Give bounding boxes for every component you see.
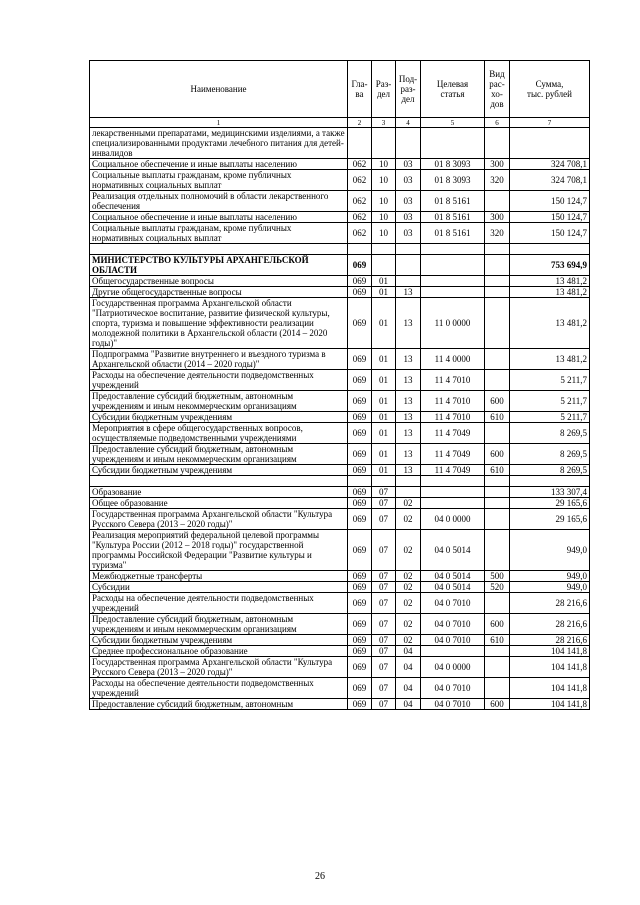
cell-target: 11 0 0000: [421, 298, 485, 349]
cell-subsection: 02: [396, 582, 421, 593]
header-section: Раз- дел: [372, 61, 396, 118]
cell-subsection: 04: [396, 699, 421, 710]
cell-amount: 13 481,2: [510, 298, 590, 349]
cell-chapter: 069: [348, 298, 372, 349]
column-number: 5: [421, 118, 485, 128]
cell-amount: 29 165,6: [510, 498, 590, 509]
column-number: 4: [396, 118, 421, 128]
cell-expense: [485, 244, 510, 255]
cell-expense: [485, 476, 510, 487]
table-row: [90, 699, 590, 710]
cell-amount: 28 216,6: [510, 593, 590, 614]
column-number: 6: [485, 118, 510, 128]
cell-subsection: [396, 255, 421, 276]
cell-target: [421, 476, 485, 487]
cell-chapter: 069: [348, 391, 372, 412]
cell-expense: 600: [485, 444, 510, 465]
column-number: 2: [348, 118, 372, 128]
cell-name: Расходы на обеспечение деятельности подведомственных учреждений: [90, 593, 348, 614]
cell-name: Социальное обеспечение и иные выплаты населению: [90, 159, 348, 170]
cell-section: 01: [372, 349, 396, 370]
cell-subsection: 13: [396, 349, 421, 370]
cell-expense: [485, 276, 510, 287]
cell-chapter: 069: [348, 465, 372, 476]
cell-section: 01: [372, 465, 396, 476]
cell-expense: 300: [485, 212, 510, 223]
cell-amount: 104 141,8: [510, 646, 590, 657]
cell-name: лекарственными препаратами, медицинскими изделиями, а также специализированными продуктами лечебного питания для детей-инвалидов: [90, 128, 348, 159]
cell-amount: 8 269,5: [510, 423, 590, 444]
cell-amount: 324 708,1: [510, 159, 590, 170]
header-row: [90, 61, 590, 118]
cell-chapter: 062: [348, 170, 372, 191]
cell-target: 04 0 7010: [421, 635, 485, 646]
cell-target: [421, 487, 485, 498]
cell-section: [372, 255, 396, 276]
cell-chapter: 069: [348, 614, 372, 635]
cell-section: 10: [372, 159, 396, 170]
cell-name: Государственная программа Архангельской области "Патриотическое воспитание, развитие физической культуры, спорта, туризма и повышение эффективности реализации молодежной политики в Архангельской области (2014 – 2020 годы)": [90, 298, 348, 349]
page-number: 26: [315, 871, 325, 882]
cell-subsection: 03: [396, 223, 421, 244]
cell-target: [421, 276, 485, 287]
cell-amount: 13 481,2: [510, 349, 590, 370]
table-row: [90, 298, 590, 349]
cell-section: 01: [372, 287, 396, 298]
cell-section: 01: [372, 423, 396, 444]
cell-expense: [485, 349, 510, 370]
column-number: 3: [372, 118, 396, 128]
table-row: [90, 571, 590, 582]
cell-subsection: 04: [396, 646, 421, 657]
cell-subsection: 03: [396, 159, 421, 170]
cell-target: 04 0 5014: [421, 530, 485, 571]
cell-chapter: 069: [348, 646, 372, 657]
cell-target: 04 0 7010: [421, 699, 485, 710]
cell-subsection: 13: [396, 444, 421, 465]
cell-expense: 600: [485, 614, 510, 635]
cell-subsection: [396, 244, 421, 255]
cell-expense: 520: [485, 582, 510, 593]
table-row: [90, 212, 590, 223]
cell-target: 11 4 7010: [421, 391, 485, 412]
cell-expense: 600: [485, 699, 510, 710]
table-row: [90, 370, 590, 391]
cell-chapter: 069: [348, 444, 372, 465]
budget-table: [89, 60, 590, 710]
cell-chapter: [348, 128, 372, 159]
cell-chapter: 069: [348, 582, 372, 593]
cell-expense: [485, 678, 510, 699]
column-number-row: [90, 118, 590, 128]
cell-name: Реализация отдельных полномочий в области лекарственного обеспечения: [90, 191, 348, 212]
cell-subsection: 13: [396, 391, 421, 412]
table-row: [90, 128, 590, 159]
cell-amount: [510, 244, 590, 255]
cell-chapter: 062: [348, 159, 372, 170]
cell-amount: 104 141,8: [510, 699, 590, 710]
cell-target: [421, 244, 485, 255]
table-row: [90, 465, 590, 476]
cell-chapter: 069: [348, 657, 372, 678]
cell-subsection: 13: [396, 370, 421, 391]
cell-section: 10: [372, 223, 396, 244]
cell-chapter: 062: [348, 212, 372, 223]
cell-amount: 104 141,8: [510, 678, 590, 699]
cell-name: Субсидии бюджетным учреждениям: [90, 412, 348, 423]
budget-table-sheet: [89, 60, 589, 710]
cell-section: 07: [372, 582, 396, 593]
table-row: [90, 678, 590, 699]
cell-chapter: 069: [348, 349, 372, 370]
cell-name: Социальное обеспечение и иные выплаты населению: [90, 212, 348, 223]
cell-expense: 610: [485, 465, 510, 476]
cell-chapter: 069: [348, 635, 372, 646]
cell-expense: [485, 423, 510, 444]
cell-amount: 949,0: [510, 530, 590, 571]
cell-amount: 5 211,7: [510, 412, 590, 423]
cell-section: 01: [372, 370, 396, 391]
cell-section: 07: [372, 530, 396, 571]
cell-subsection: 02: [396, 498, 421, 509]
header-chapter: Гла- ва: [348, 61, 372, 118]
cell-subsection: 13: [396, 423, 421, 444]
cell-expense: [485, 593, 510, 614]
cell-section: 07: [372, 657, 396, 678]
cell-chapter: 069: [348, 593, 372, 614]
table-row: [90, 657, 590, 678]
cell-subsection: [396, 128, 421, 159]
cell-name: Расходы на обеспечение деятельности подведомственных учреждений: [90, 678, 348, 699]
table-row: [90, 287, 590, 298]
cell-target: [421, 128, 485, 159]
table-row: [90, 646, 590, 657]
cell-section: [372, 128, 396, 159]
cell-section: 10: [372, 170, 396, 191]
cell-subsection: 03: [396, 191, 421, 212]
cell-chapter: 069: [348, 276, 372, 287]
cell-expense: 600: [485, 391, 510, 412]
header-name: Наименование: [90, 61, 348, 118]
cell-section: 01: [372, 444, 396, 465]
cell-target: [421, 498, 485, 509]
cell-amount: 28 216,6: [510, 614, 590, 635]
cell-amount: 13 481,2: [510, 276, 590, 287]
cell-target: 11 4 7049: [421, 465, 485, 476]
cell-chapter: 069: [348, 498, 372, 509]
cell-amount: 8 269,5: [510, 444, 590, 465]
table-row: [90, 255, 590, 276]
cell-amount: 8 269,5: [510, 465, 590, 476]
cell-section: 01: [372, 298, 396, 349]
cell-target: [421, 646, 485, 657]
column-number: 7: [510, 118, 590, 128]
cell-name: Государственная программа Архангельской области "Культура Русского Севера (2013 – 2020 годы)": [90, 509, 348, 530]
cell-section: 07: [372, 646, 396, 657]
cell-expense: [485, 298, 510, 349]
table-row: [90, 530, 590, 571]
cell-name: Социальные выплаты гражданам, кроме публичных нормативных социальных выплат: [90, 170, 348, 191]
cell-name: [90, 476, 348, 487]
cell-section: 07: [372, 593, 396, 614]
cell-chapter: 069: [348, 678, 372, 699]
cell-subsection: [396, 487, 421, 498]
cell-name: Среднее профессиональное образование: [90, 646, 348, 657]
cell-chapter: [348, 476, 372, 487]
cell-name: Предоставление субсидий бюджетным, автономным: [90, 699, 348, 710]
cell-target: 01 8 5161: [421, 223, 485, 244]
cell-section: 07: [372, 498, 396, 509]
cell-section: 07: [372, 635, 396, 646]
header-expense: Вид рас- хо- дов: [485, 61, 510, 118]
cell-name: Социальные выплаты гражданам, кроме публичных нормативных социальных выплат: [90, 223, 348, 244]
table-row: [90, 276, 590, 287]
cell-section: 07: [372, 699, 396, 710]
cell-name: Межбюджетные трансферты: [90, 571, 348, 582]
cell-section: 07: [372, 614, 396, 635]
cell-amount: [510, 128, 590, 159]
header-amount: Сумма, тыс. рублей: [510, 61, 590, 118]
cell-section: 10: [372, 191, 396, 212]
cell-name: Расходы на обеспечение деятельности подведомственных учреждений: [90, 370, 348, 391]
table-row: [90, 391, 590, 412]
cell-name: Субсидии бюджетным учреждениям: [90, 465, 348, 476]
cell-chapter: 062: [348, 223, 372, 244]
cell-subsection: 13: [396, 465, 421, 476]
cell-target: 01 8 5161: [421, 191, 485, 212]
cell-section: 07: [372, 509, 396, 530]
cell-chapter: 069: [348, 370, 372, 391]
table-row: [90, 498, 590, 509]
cell-target: 04 0 0000: [421, 509, 485, 530]
cell-name: МИНИСТЕРСТВО КУЛЬТУРЫ АРХАНГЕЛЬСКОЙ ОБЛАСТИ: [90, 255, 348, 276]
cell-amount: 28 216,6: [510, 635, 590, 646]
cell-expense: 610: [485, 412, 510, 423]
cell-amount: 949,0: [510, 571, 590, 582]
table-row: [90, 159, 590, 170]
cell-amount: 150 124,7: [510, 223, 590, 244]
cell-expense: [485, 191, 510, 212]
cell-subsection: 02: [396, 509, 421, 530]
cell-chapter: 069: [348, 423, 372, 444]
cell-section: 07: [372, 678, 396, 699]
cell-name: Другие общегосударственные вопросы: [90, 287, 348, 298]
cell-target: 04 0 7010: [421, 678, 485, 699]
cell-subsection: 13: [396, 287, 421, 298]
cell-expense: [485, 498, 510, 509]
table-row: [90, 444, 590, 465]
cell-chapter: 069: [348, 487, 372, 498]
cell-target: 11 4 0000: [421, 349, 485, 370]
cell-chapter: 069: [348, 699, 372, 710]
cell-name: Общегосударственные вопросы: [90, 276, 348, 287]
cell-section: 07: [372, 487, 396, 498]
cell-name: Государственная программа Архангельской области "Культура Русского Севера (2013 – 2020 годы)": [90, 657, 348, 678]
cell-amount: 324 708,1: [510, 170, 590, 191]
cell-amount: 104 141,8: [510, 657, 590, 678]
cell-expense: [485, 370, 510, 391]
cell-section: 01: [372, 276, 396, 287]
cell-amount: 5 211,7: [510, 391, 590, 412]
cell-subsection: 02: [396, 593, 421, 614]
cell-chapter: 069: [348, 255, 372, 276]
cell-subsection: [396, 476, 421, 487]
column-number: 1: [90, 118, 348, 128]
cell-subsection: 04: [396, 678, 421, 699]
cell-section: [372, 476, 396, 487]
cell-subsection: 13: [396, 412, 421, 423]
table-row: [90, 635, 590, 646]
cell-subsection: 03: [396, 170, 421, 191]
cell-amount: 133 307,4: [510, 487, 590, 498]
cell-subsection: 13: [396, 298, 421, 349]
header-target: Целевая статья: [421, 61, 485, 118]
cell-target: 11 4 7010: [421, 412, 485, 423]
cell-name: Предоставление субсидий бюджетным, автономным учреждениям и иным некоммерческим организациям: [90, 391, 348, 412]
cell-chapter: 069: [348, 530, 372, 571]
cell-target: 04 0 7010: [421, 614, 485, 635]
cell-expense: 320: [485, 223, 510, 244]
cell-target: [421, 287, 485, 298]
cell-target: 04 0 0000: [421, 657, 485, 678]
table-row: [90, 423, 590, 444]
cell-subsection: 02: [396, 530, 421, 571]
cell-target: 11 4 7010: [421, 370, 485, 391]
table-row: [90, 412, 590, 423]
table-row: [90, 509, 590, 530]
cell-subsection: 02: [396, 571, 421, 582]
cell-name: Подпрограмма "Развитие внутреннего и въездного туризма в Архангельской области (2014 – 2020 годы)": [90, 349, 348, 370]
cell-target: 04 0 5014: [421, 582, 485, 593]
cell-chapter: 069: [348, 287, 372, 298]
cell-section: 07: [372, 571, 396, 582]
table-row: [90, 593, 590, 614]
table-row: [90, 476, 590, 487]
cell-target: 01 8 3093: [421, 170, 485, 191]
cell-amount: 13 481,2: [510, 287, 590, 298]
cell-expense: [485, 657, 510, 678]
table-row: [90, 487, 590, 498]
cell-name: Субсидии бюджетным учреждениям: [90, 635, 348, 646]
cell-expense: [485, 255, 510, 276]
cell-subsection: 02: [396, 635, 421, 646]
table-row: [90, 170, 590, 191]
table-row: [90, 244, 590, 255]
table-row: [90, 614, 590, 635]
cell-section: 01: [372, 412, 396, 423]
cell-amount: 150 124,7: [510, 191, 590, 212]
cell-target: 04 0 7010: [421, 593, 485, 614]
table-row: [90, 349, 590, 370]
cell-name: Субсидии: [90, 582, 348, 593]
cell-name: Образование: [90, 487, 348, 498]
cell-section: 10: [372, 212, 396, 223]
cell-amount: 753 694,9: [510, 255, 590, 276]
table-row: [90, 223, 590, 244]
cell-name: Предоставление субсидий бюджетным, автономным учреждениям и иным некоммерческим организациям: [90, 444, 348, 465]
table-row: [90, 191, 590, 212]
cell-amount: 150 124,7: [510, 212, 590, 223]
cell-expense: 300: [485, 159, 510, 170]
cell-chapter: 069: [348, 509, 372, 530]
cell-target: 11 4 7049: [421, 444, 485, 465]
cell-amount: 949,0: [510, 582, 590, 593]
table-body: [90, 128, 590, 710]
cell-chapter: [348, 244, 372, 255]
cell-target: 11 4 7049: [421, 423, 485, 444]
cell-chapter: 062: [348, 191, 372, 212]
cell-chapter: 069: [348, 571, 372, 582]
header-subsection: Под- раз- дел: [396, 61, 421, 118]
cell-expense: [485, 287, 510, 298]
cell-subsection: [396, 276, 421, 287]
cell-name: Общее образование: [90, 498, 348, 509]
cell-subsection: 04: [396, 657, 421, 678]
cell-expense: 500: [485, 571, 510, 582]
cell-name: Мероприятия в сфере общегосударственных вопросов, осуществляемые подведомственными учреждениями: [90, 423, 348, 444]
cell-target: 04 0 5014: [421, 571, 485, 582]
cell-section: [372, 244, 396, 255]
cell-target: 01 8 5161: [421, 212, 485, 223]
table-row: [90, 582, 590, 593]
cell-amount: 29 165,6: [510, 509, 590, 530]
cell-expense: [485, 509, 510, 530]
cell-expense: [485, 530, 510, 571]
cell-amount: [510, 476, 590, 487]
cell-expense: [485, 487, 510, 498]
cell-expense: 610: [485, 635, 510, 646]
cell-expense: [485, 128, 510, 159]
cell-name: Предоставление субсидий бюджетным, автономным учреждениям и иным некоммерческим организациям: [90, 614, 348, 635]
cell-target: [421, 255, 485, 276]
cell-section: 01: [372, 391, 396, 412]
cell-subsection: 02: [396, 614, 421, 635]
cell-expense: 320: [485, 170, 510, 191]
cell-amount: 5 211,7: [510, 370, 590, 391]
cell-expense: [485, 646, 510, 657]
cell-subsection: 03: [396, 212, 421, 223]
cell-target: 01 8 3093: [421, 159, 485, 170]
cell-name: Реализация мероприятий федеральной целевой программы "Культура России (2012 – 2018 годы)" государственной программы Российской Федерации "Развитие культуры и туризма": [90, 530, 348, 571]
cell-name: [90, 244, 348, 255]
cell-chapter: 069: [348, 412, 372, 423]
